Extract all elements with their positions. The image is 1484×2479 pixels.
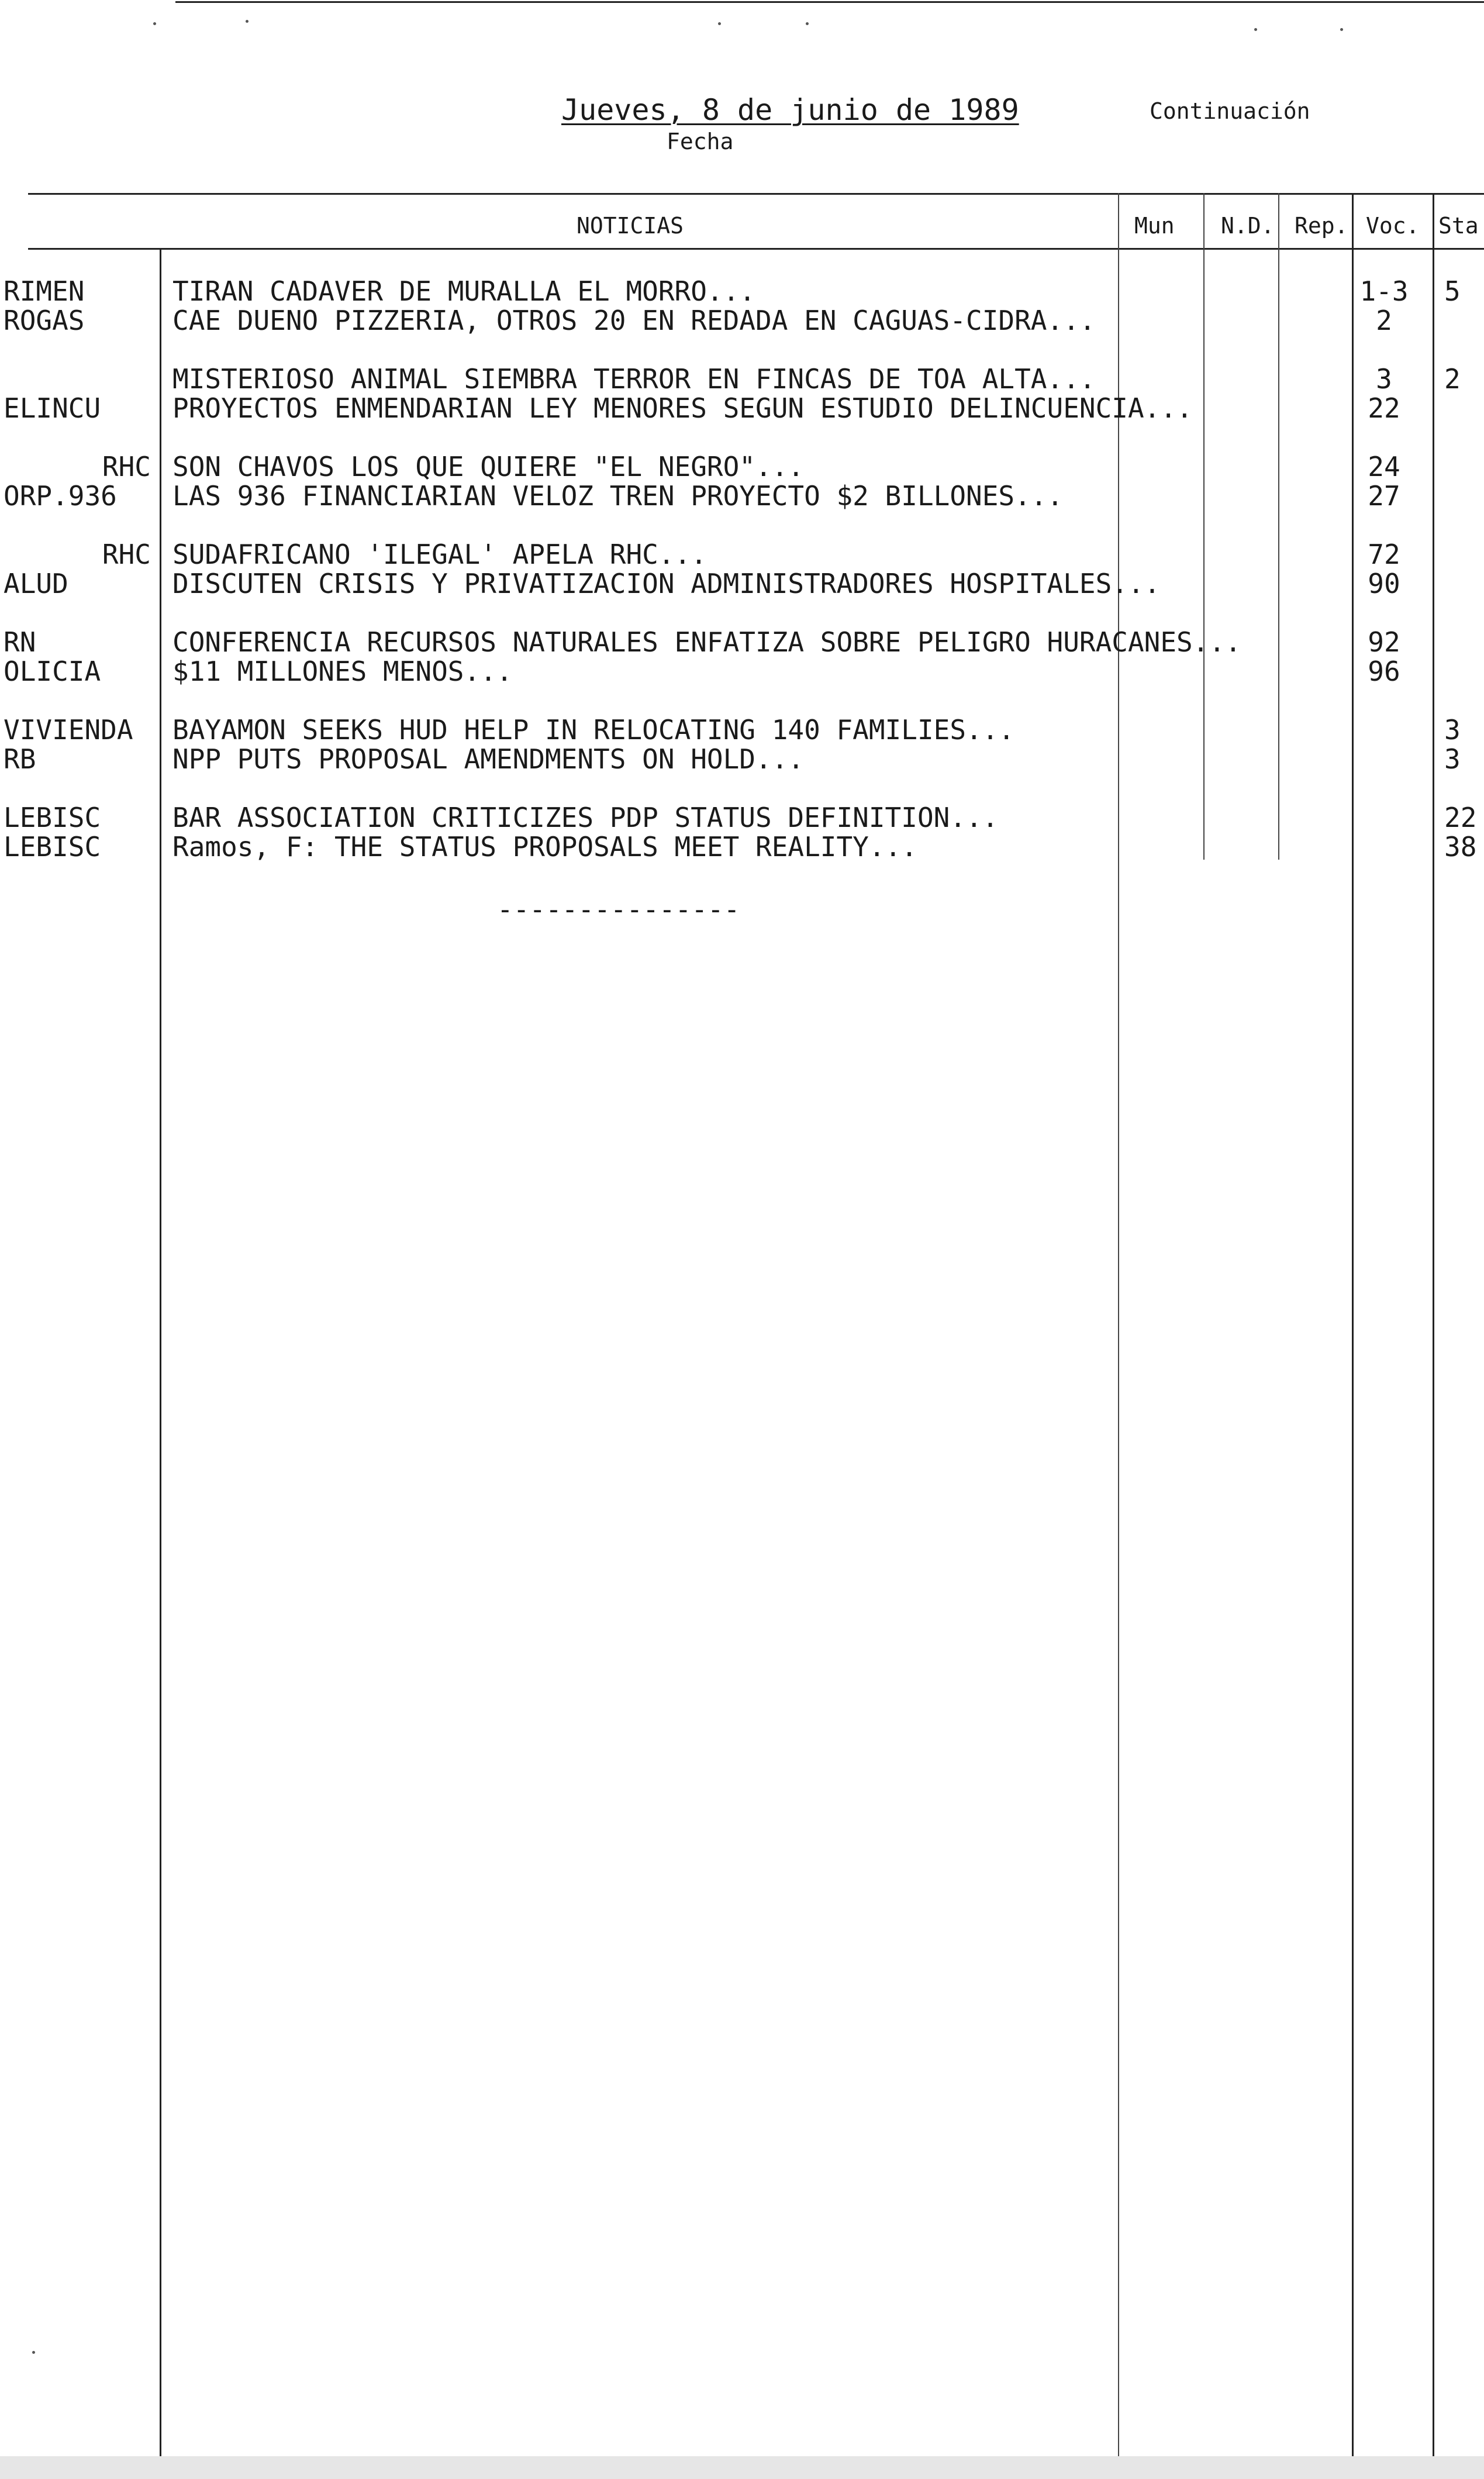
date-label: Fecha [667,129,734,154]
table-row-title: CAE DUENO PIZZERIA, OTROS 20 EN REDADA EN CAGUAS-CIDRA... [172,305,1096,336]
column-header-rep: Rep. [1295,213,1348,239]
table-row-section: ALUD [4,568,68,599]
column-header-voc: Voc. [1366,213,1420,239]
table-row-section: VIVIENDA [4,714,133,746]
table-row-title: LAS 936 FINANCIARIAN VELOZ TREN PROYECTO $2 BILLONES... [172,480,1064,512]
table-row-voc: 3 [1376,363,1392,395]
table-row-sta: 22 [1444,802,1477,833]
end-of-list-marker: --------------- [497,894,740,925]
table-row-title: $11 MILLONES MENOS... [172,656,513,687]
table-row-section: LEBISC [4,831,101,863]
scan-speck [718,22,721,25]
table-row-title: Ramos, F: THE STATUS PROPOSALS MEET REALITY... [172,831,917,863]
scan-speck [1340,28,1343,31]
table-top-rule [28,193,1484,195]
table-row-voc: 2 [1376,305,1392,336]
table-row-title: PROYECTOS ENMENDARIAN LEY MENORES SEGUN ESTUDIO DELINCUENCIA... [172,392,1193,424]
scan-speck [153,22,156,25]
column-rule-mun [1118,193,1119,2462]
table-row-title: DISCUTEN CRISIS Y PRIVATIZACION ADMINISTRADORES HOSPITALES... [172,568,1161,599]
column-header-sta: Sta [1438,213,1479,239]
scan-speck [806,22,809,25]
column-rule-nd [1203,193,1205,860]
table-row-title: TIRAN CADAVER DE MURALLA EL MORRO... [172,275,755,307]
table-row-voc: 96 [1368,656,1400,687]
table-row-voc: 72 [1368,539,1400,570]
table-row-voc: 92 [1368,626,1400,658]
table-row-voc: 1-3 [1359,275,1409,307]
table-row-voc: 24 [1368,451,1400,482]
scan-bottom-edge [0,2456,1484,2479]
table-row-sta: 2 [1444,363,1461,395]
table-row-title: BAYAMON SEEKS HUD HELP IN RELOCATING 140 FAMILIES... [172,714,1015,746]
table-row-voc: 90 [1368,568,1400,599]
table-row-voc: 27 [1368,480,1400,512]
table-row-title: NPP PUTS PROPOSAL AMENDMENTS ON HOLD... [172,743,805,775]
table-row-section: ORP.936 [4,480,117,512]
scan-speck [246,20,249,23]
table-row-title: SUDAFRICANO 'ILEGAL' APELA RHC... [172,539,707,570]
table-row-title: BAR ASSOCIATION CRITICIZES PDP STATUS DEFINITION... [172,802,999,833]
table-row-title: CONFERENCIA RECURSOS NATURALES ENFATIZA SOBRE PELIGRO HURACANES... [172,626,1241,658]
top-rule [175,1,1484,3]
continuation-label: Continuación [1150,98,1310,124]
column-rule-section [160,248,161,2470]
table-row-section: LEBISC [4,802,101,833]
table-row-title: MISTERIOSO ANIMAL SIEMBRA TERROR EN FINCAS DE TOA ALTA... [172,363,1096,395]
scan-speck [1254,28,1257,31]
column-header-noticias: NOTICIAS [577,213,684,239]
table-row-sta: 3 [1444,743,1461,775]
column-rule-rep [1278,193,1279,860]
column-header-mun: Mun [1134,213,1175,239]
table-row-title: SON CHAVOS LOS QUE QUIERE "EL NEGRO"... [172,451,805,482]
table-row-sta: 38 [1444,831,1477,863]
table-row-section: RIMEN [4,275,85,307]
table-row-section: RB [4,743,36,775]
scan-speck [32,2351,35,2354]
table-row-section: RHC [102,451,151,482]
page-date [561,92,1019,127]
table-row-sta: 3 [1444,714,1461,746]
column-header-nd: N.D. [1221,213,1275,239]
column-rule-sta [1433,193,1434,2462]
table-row-sta: 5 [1444,275,1461,307]
table-row-section: RHC [102,539,151,570]
table-header-bottom-rule [28,248,1484,250]
table-row-section: ELINCU [4,392,101,424]
table-row-section: RN [4,626,36,658]
column-rule-voc [1352,193,1354,2462]
table-row-section: ROGAS [4,305,85,336]
page-date-text: Jueves, 8 de junio de 1989 [561,93,1019,127]
table-row-voc: 22 [1368,392,1400,424]
table-row-section: OLICIA [4,656,101,687]
